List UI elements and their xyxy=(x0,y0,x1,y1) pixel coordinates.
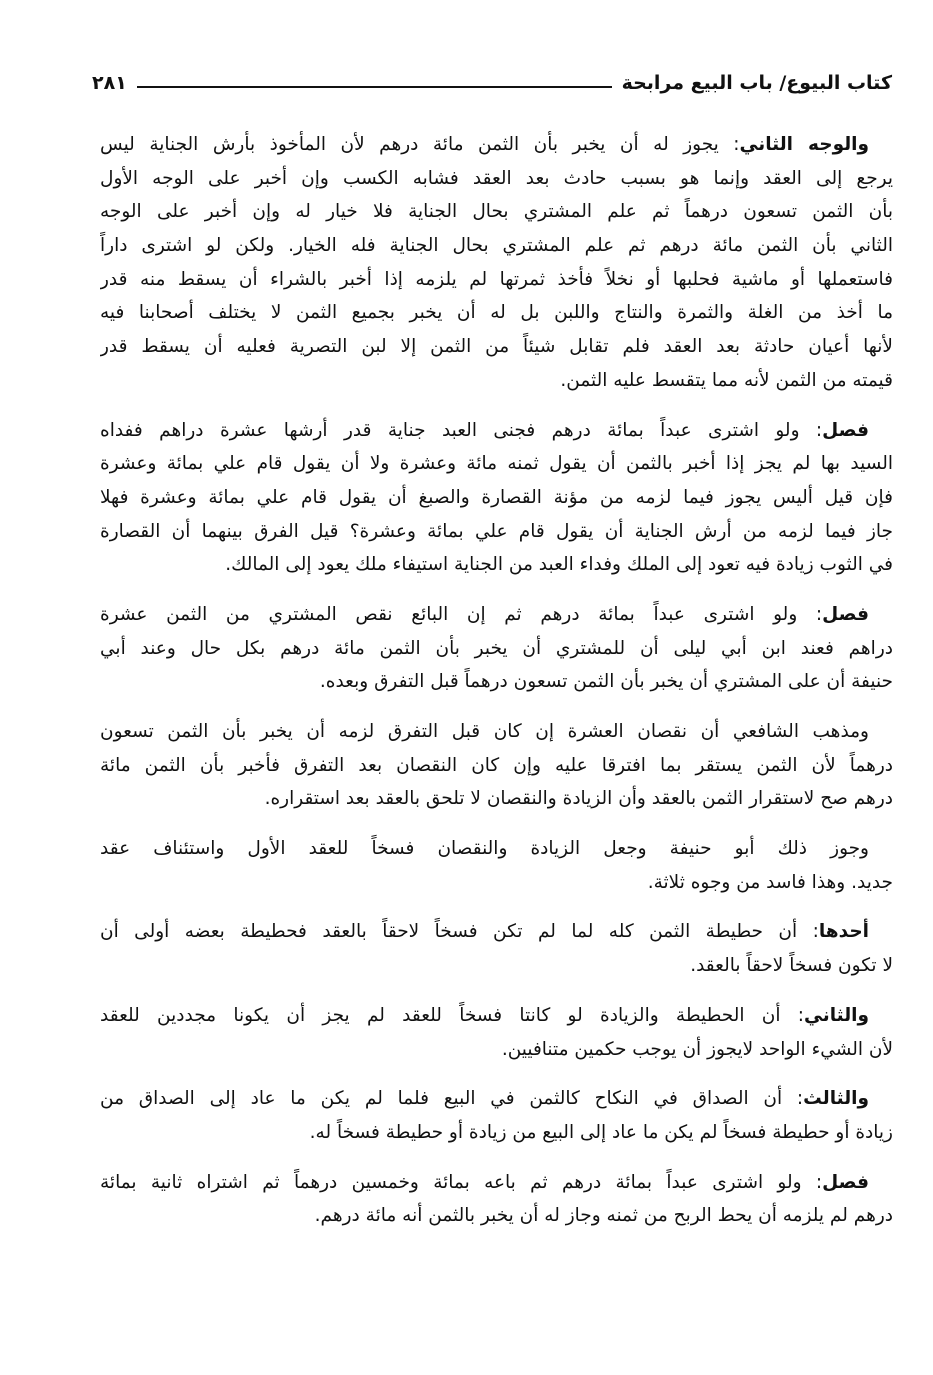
text-line xyxy=(100,782,893,816)
text-line xyxy=(100,1199,893,1233)
text-line xyxy=(100,263,893,297)
text-line xyxy=(100,598,893,632)
line-text: بأن الثمن تسعون درهماً ثم علم المشتري بحال الجناية فلا خيار له وإن أخبر على الوجه xyxy=(100,201,893,223)
text-line xyxy=(100,548,893,582)
line-text: فإن قيل أليس يجوز فيما لزمه من مؤنة القصارة والصبغ أن يقول قام علي بمائة وعشرة فهلا xyxy=(100,486,893,508)
paragraph xyxy=(100,832,893,899)
text-line xyxy=(100,632,893,666)
text-line xyxy=(100,1116,893,1150)
text-line xyxy=(100,949,893,983)
line-text: : ولو اشترى عبداً بمائة درهم ثم إن البائع نقص المشتري من الثمن عشرة xyxy=(100,603,823,625)
page-body xyxy=(100,128,893,1249)
line-text: زيادة أو حطيطة فسخاً لم يكن ما عاد إلى البيع من زيادة أو حطيطة فسخاً له. xyxy=(309,1121,893,1143)
line-text: في الثوب زيادة فيه تعود إلى الملك وفداء العبد من الجناية استيفاء ملك يعود إلى المالك. xyxy=(225,554,893,576)
line-text: : أن الحطيطة والزيادة لو كانتا فسخاً للعقد لم يجز أن يكونا مجددين للعقد xyxy=(100,1004,805,1026)
header-title: كتاب البيوع/ باب البيع مرابحة xyxy=(621,72,892,94)
text-line xyxy=(100,481,893,515)
paragraph-lead: فصل xyxy=(822,603,869,625)
line-text: جاز فيما لزمه من أرش الجناية أن يقول قام علي بمائة وعشرة؟ قيل الفرق بينهما أن القصارة xyxy=(100,520,893,542)
line-text: حنيفة أن على المشتري أن يخبر بأن الثمن تسعون درهماً قبل التفرق وبعده. xyxy=(319,671,893,693)
text-line xyxy=(100,162,893,196)
paragraph-lead: فصل xyxy=(822,419,869,441)
header-rule xyxy=(137,86,612,88)
paragraph xyxy=(100,598,893,699)
text-line xyxy=(100,1033,893,1067)
line-text: يرجع إلى العقد وإنما هو بسبب حادث بعد العقد فشابه الكسب وإن أخبر على الوجه الأول xyxy=(100,167,893,189)
paragraph xyxy=(100,999,893,1066)
text-line xyxy=(100,866,893,900)
paragraph xyxy=(100,1166,893,1233)
paragraph-lead: والثاني xyxy=(804,1004,869,1026)
line-text: السيد بها لم يجز إذا أخبر بالثمن أن يقول ثمنه مائة وعشرة ولا أن يقول قام علي بمائة وعشرة xyxy=(100,453,893,475)
text-line xyxy=(100,296,893,330)
line-text: لأن الشيء الواحد لايجوز أن يوجب حكمين متنافيين. xyxy=(501,1038,893,1060)
line-text: قيمته من الثمن لأنه مما يتقسط عليه الثمن. xyxy=(560,369,893,391)
paragraph xyxy=(100,715,893,816)
paragraph-lead: أحدها xyxy=(818,921,869,943)
text-line xyxy=(100,128,893,162)
line-text: درهم صح لاستقرار الثمن بالعقد وأن الزيادة والنقصان لا تلحق بالعقد بعد استقراره. xyxy=(264,788,893,810)
line-text: درهم لم يلزمه أن يحط الربح من ثمنه وجاز له أن يخبر بالثمن أنه مائة درهم. xyxy=(314,1205,893,1227)
line-text: درهماً لأن الثمن يستقر بما افترقا عليه وإن كان النقصان بعد التفرق فأخبر بأن الثمن مائة xyxy=(100,754,893,776)
paragraph xyxy=(100,128,893,398)
line-text: ومذهب الشافعي أن نقصان العشرة إن كان قبل التفرق لزمه أن يخبر بأن الثمن تسعون xyxy=(100,721,869,742)
paragraph xyxy=(100,915,893,982)
line-text: ما أخذ من الغلة والثمرة والنتاج واللبن بل له أن يخبر بجميع الثمن لا يختلف أصحابنا فيه xyxy=(100,302,893,324)
line-text: جديد. وهذا فاسد من وجوه ثلاثة. xyxy=(647,871,893,893)
page-number: ٢٨١ xyxy=(92,72,127,94)
text-line xyxy=(100,832,893,866)
text-line xyxy=(100,1082,893,1116)
text-line xyxy=(100,999,893,1033)
text-line xyxy=(100,715,893,749)
text-line xyxy=(100,414,893,448)
text-line xyxy=(100,447,893,481)
line-text: : أن الصداق في النكاح كالثمن في البيع فلما لم يكن ما عاد إلى الصداق من xyxy=(100,1088,804,1110)
line-text: فاستعملها أو ماشية فحلبها أو نخلاً فأخذ ثمرتها لم يلزمه إذا أخبر بالشراء أن يسقط منه قدر xyxy=(100,268,893,290)
text-line xyxy=(100,915,893,949)
line-text: : ولو اشترى عبداً بمائة درهم فجنى العبد جناية قدر أرشها عشرة دراهم ففداه xyxy=(100,419,823,441)
text-line xyxy=(100,330,893,364)
line-text: لا تكون فسخاً لاحقاً بالعقد. xyxy=(690,955,893,977)
paragraph-lead: والثالث xyxy=(803,1088,869,1110)
line-text: : يجوز له أن يخبر بأن الثمن مائة درهم لأن المأخوذ بأرش الجناية ليس xyxy=(100,134,740,155)
paragraph xyxy=(100,414,893,582)
text-line xyxy=(100,229,893,263)
line-text: لأنها أعيان حادثة بعد العقد فلم تقابل شيئاً من الثمن إلا لبن التصرية فعليه أن يسقط قدر xyxy=(100,336,893,358)
line-text: : ولو اشترى عبداً بمائة درهم ثم باعه بمائة وخمسين درهماً ثم اشتراه ثانية بمائة xyxy=(100,1171,823,1193)
paragraph-lead: والوجه الثاني xyxy=(739,134,869,155)
text-line xyxy=(100,1166,893,1200)
line-text: الثاني بأن الثمن مائة درهم ثم علم المشتري بحال الجناية فله الخيار. ولكن لو اشترى داراً xyxy=(100,235,893,257)
text-line xyxy=(100,195,893,229)
text-line xyxy=(100,749,893,783)
running-header xyxy=(92,66,892,100)
line-text: وجوز ذلك أبو حنيفة وجعل الزيادة والنقصان فسخاً للعقد الأول واستئناف عقد xyxy=(100,838,869,860)
text-line xyxy=(100,515,893,549)
line-text: : أن حطيطة الثمن كله لما لم تكن فسخاً لاحقاً بالعقد فحطيطة بعضه أولى أن xyxy=(100,921,819,943)
paragraph xyxy=(100,1082,893,1149)
paragraph-lead: فصل xyxy=(822,1171,869,1193)
text-line xyxy=(100,364,893,398)
line-text: دراهم فعند ابن أبي ليلى أن للمشتري أن يخبر بأن الثمن مائة درهم بكل حال وعند أبي xyxy=(100,637,893,659)
text-line xyxy=(100,665,893,699)
